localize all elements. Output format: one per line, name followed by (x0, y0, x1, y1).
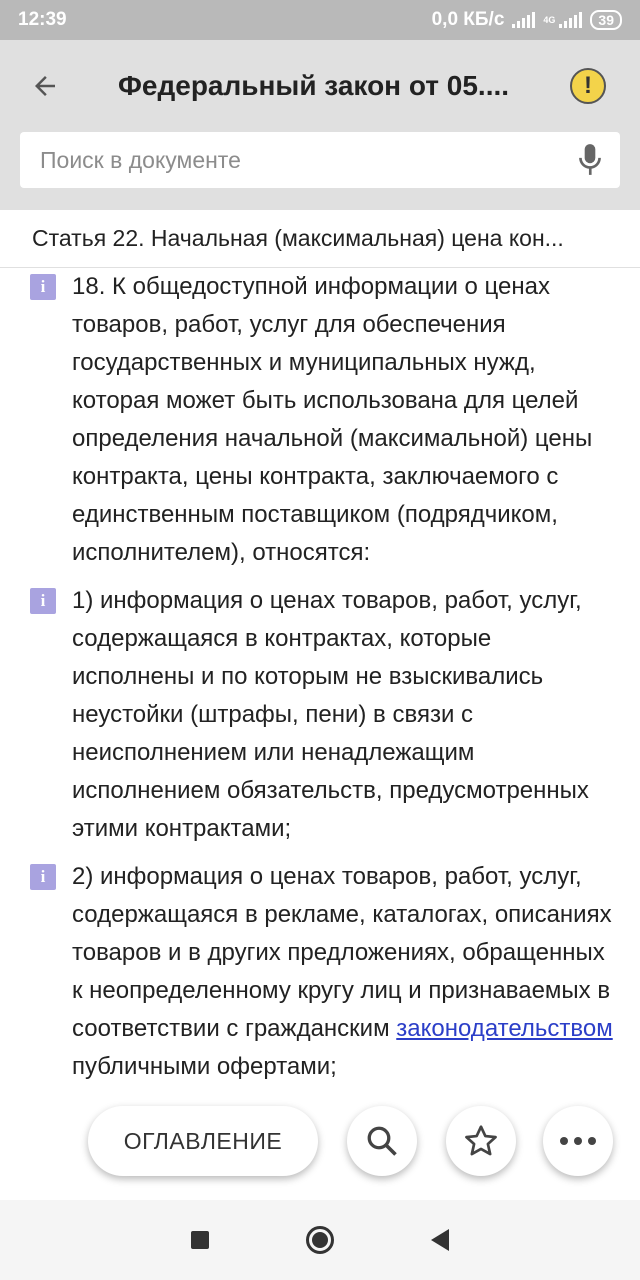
square-icon (190, 1230, 210, 1250)
status-time: 12:39 (18, 9, 67, 30)
nav-recent-button[interactable] (180, 1220, 220, 1260)
wifi-signal-icon (512, 12, 535, 28)
paragraph (0, 268, 640, 572)
paragraph-text-part: публичными офертами; (72, 1053, 337, 1080)
article-heading[interactable] (0, 210, 640, 268)
paragraph (0, 858, 640, 1086)
nav-home-button[interactable] (300, 1220, 340, 1260)
bookmark-button[interactable] (446, 1106, 516, 1176)
network-speed: 0,0 КБ/с (431, 9, 505, 30)
system-nav-bar (0, 1200, 640, 1280)
app-bar (0, 40, 640, 132)
back-button[interactable] (0, 40, 90, 132)
battery-icon: 39 (590, 10, 622, 30)
triangle-left-icon (429, 1228, 451, 1252)
microphone-button[interactable] (560, 132, 620, 188)
paragraph-text: 1) информация о ценах товаров, работ, услуг, содержащаяся в контрактах, которые исполнены и по которым не взыскивались неустойки (штрафы, пени) в связи с неисполнением или ненадлежащим исполнением обязательств, предусмотренных этими контрактами; (72, 587, 589, 842)
paragraph-text: 18. К общедоступной информации о ценах товаров, работ, услуг для обеспечения государственных и муниципальных нужд, которая может быть использована для целей определения начальной (максимальной) цены контракта, цены контракта, заключаемого с единственным поставщиком (подрядчиком, исполнителем), относятся: (72, 273, 593, 566)
magnifier-icon (364, 1123, 400, 1159)
status-bar (0, 0, 640, 40)
paragraph-text-part: 2) информация о ценах товаров, работ, услуг, содержащаяся в рекламе, каталогах, описаниях товаров и в других предложениях, обращенных к неопределенному кругу лиц и признаваемых в соответствии с гражданским (72, 863, 612, 1042)
more-dots-icon (558, 1136, 598, 1146)
document-title: Федеральный закон от 05.... (118, 70, 510, 101)
search-input[interactable] (40, 147, 560, 174)
info-icon[interactable]: i (30, 864, 56, 890)
info-icon[interactable]: i (30, 274, 56, 300)
warning-icon[interactable]: ! (570, 68, 606, 104)
document-content[interactable] (0, 268, 640, 1198)
cell-signal-icon (559, 12, 582, 28)
arrow-left-icon (30, 71, 60, 101)
law-link[interactable]: законодательством (396, 1015, 613, 1042)
paragraph (0, 582, 640, 848)
search-button[interactable] (347, 1106, 417, 1176)
toc-button[interactable]: ОГЛАВЛЕНИЕ (88, 1106, 318, 1176)
search-box (20, 132, 620, 188)
circle-icon (305, 1225, 335, 1255)
paragraph-text (72, 858, 620, 1086)
floating-actions (0, 1100, 640, 1200)
info-icon[interactable]: i (30, 588, 56, 614)
more-button[interactable] (543, 1106, 613, 1176)
star-outline-icon (463, 1123, 499, 1159)
network-type: 4G (543, 14, 556, 25)
article-title: Статья 22. Начальная (максимальная) цена кон... (32, 225, 564, 251)
nav-back-button[interactable] (420, 1220, 460, 1260)
search-area (0, 132, 640, 210)
microphone-icon (577, 143, 603, 177)
